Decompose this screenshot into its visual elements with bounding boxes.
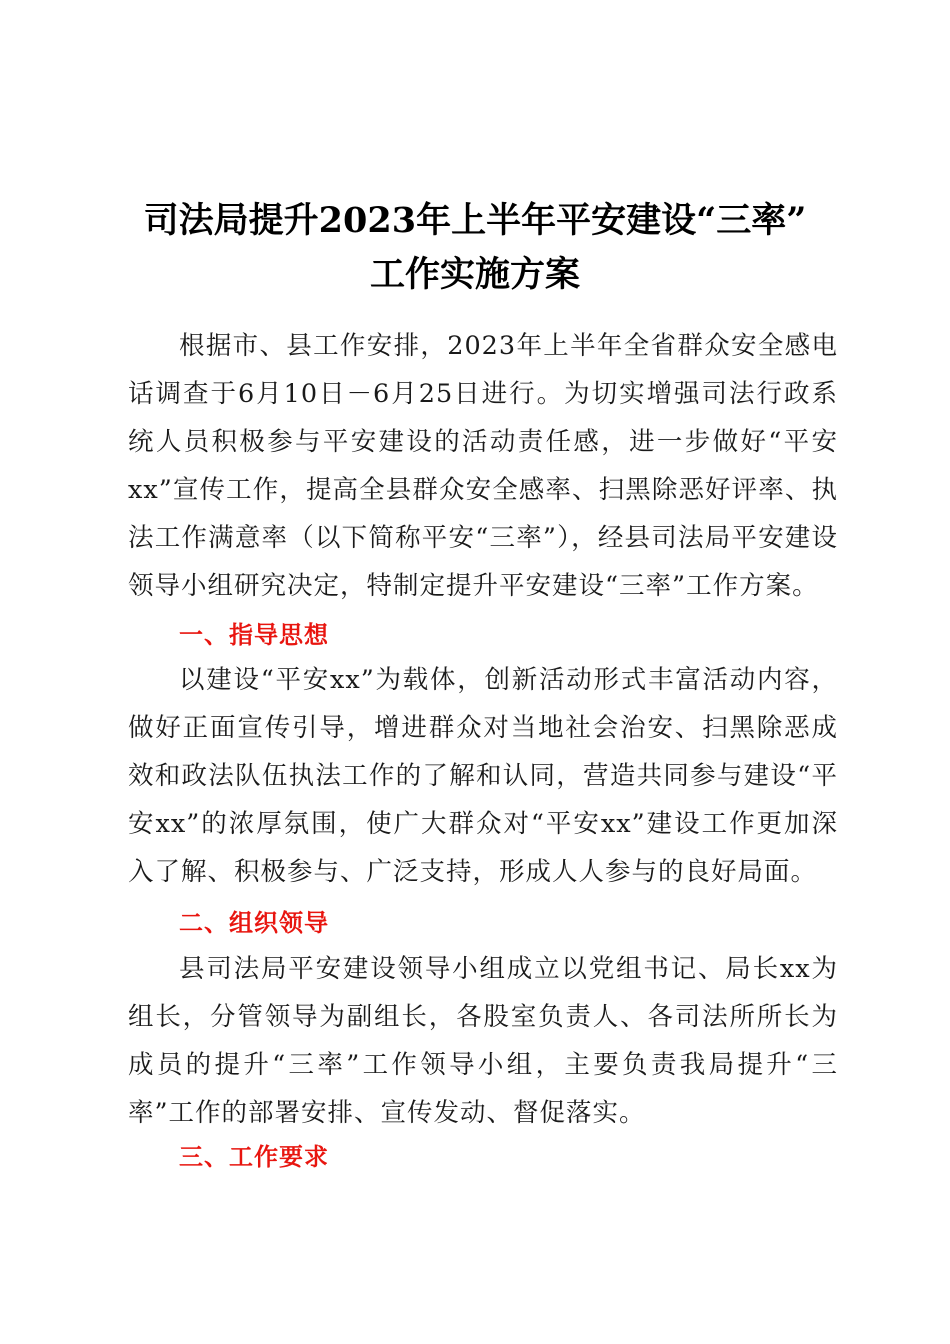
section-body-guiding-ideology: 以建设“平安xx”为载体，创新活动形式丰富活动内容，做好正面宣传引导，增进群众对当地社会治安、扫黑除恶成效和政法队伍执法工作的了解和认同，营造共同参与建设“平安xx”的浓厚氛围，使广大群众对“平安xx”建设工作更加深入了解、积极参与、广泛支持，形成人人参与的良好局面。 [128,665,838,887]
section-heading-organization: 二、组织领导 [179,909,329,937]
document-title-line-1: 司法局提升2023年上半年平安建设“三率” [143,200,807,241]
section-heading-guiding-ideology: 一、指导思想 [179,621,329,649]
section-body-organization: 县司法局平安建设领导小组成立以党组书记、局长xx为组长，分管领导为副组长，各股室负责人、各司法所所长为成员的提升“三率”工作领导小组，主要负责我局提升“三率”工作的部署安排、宣传发动、督促落实。 [128,954,838,1128]
section-heading-work-requirements: 三、工作要求 [179,1143,329,1171]
intro-paragraph: 根据市、县工作安排，2023年上半年全省群众安全感电话调查于6月10日－6月25日进行。为切实增强司法行政系统人员积极参与平安建设的活动责任感，进一步做好“平安xx”宣传工作，提高全县群众安全感率、扫黑除恶好评率、执法工作满意率（以下简称平安“三率”），经县司法局平安建设领导小组研究决定，特制定提升平安建设“三率”工作方案。 [128,331,838,601]
document-title-line-2: 工作实施方案 [369,254,580,295]
